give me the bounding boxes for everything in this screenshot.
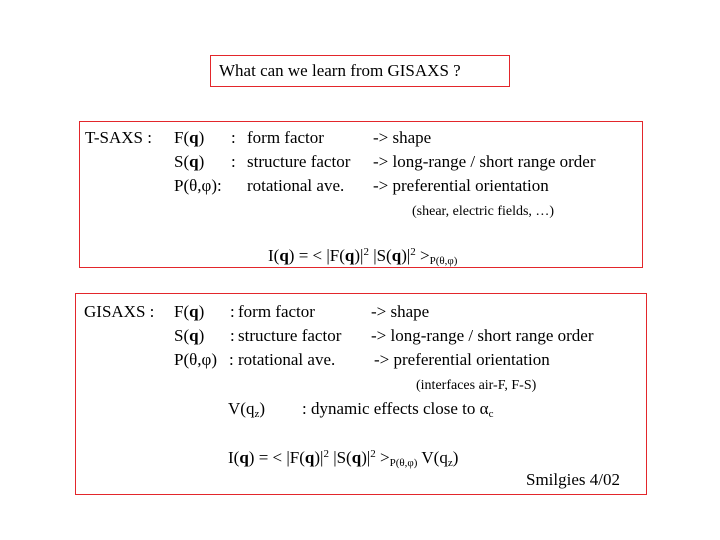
slide-title: What can we learn from GISAXS ? xyxy=(219,61,461,80)
signature: Smilgies 4/02 xyxy=(526,470,620,489)
gisaxs-symbol-f: F(q) xyxy=(174,302,205,321)
tsaxs-symbol-p: P(θ,φ): xyxy=(174,176,222,195)
tsaxs-intensity-formula: I(q) = < $|F(q)|^2$ $|S(q)|^2 >_{P(\theta,\varphi)}$ xyxy=(268,246,458,267)
tsaxs-arrow-s: -> long-range / short range order xyxy=(373,152,596,171)
gisaxs-vqz-desc: : dynamic effects close to $\alpha_c$ xyxy=(302,399,494,420)
tsaxs-colon-f: : xyxy=(231,128,236,147)
tsaxs-note: (shear, electric fields, …) xyxy=(412,204,555,219)
gisaxs-name-f: form factor xyxy=(238,302,315,321)
tsaxs-symbol-s: S(q) xyxy=(174,152,205,171)
gisaxs-arrow-f: -> shape xyxy=(371,302,430,321)
gisaxs-arrow-s: -> long-range / short range order xyxy=(371,326,594,345)
gisaxs-colon-f: : xyxy=(230,302,235,321)
tsaxs-name-p: rotational ave. xyxy=(247,176,345,195)
tsaxs-arrow-f: -> shape xyxy=(373,128,432,147)
tsaxs-box xyxy=(79,121,643,268)
tsaxs-colon-s: : xyxy=(231,152,236,171)
tsaxs-symbol-f: F(q) xyxy=(174,128,205,147)
gisaxs-symbol-s: S(q) xyxy=(174,326,205,345)
gisaxs-name-s: structure factor xyxy=(238,326,342,345)
title-box xyxy=(210,55,510,87)
gisaxs-arrow-p: -> preferential orientation xyxy=(374,350,550,369)
tsaxs-label: T-SAXS : xyxy=(85,128,152,147)
tsaxs-name-f: form factor xyxy=(247,128,324,147)
tsaxs-name-s: structure factor xyxy=(247,152,351,171)
gisaxs-colon-s: : xyxy=(230,326,235,345)
gisaxs-label: GISAXS : xyxy=(84,302,155,321)
gisaxs-intensity-formula: I(q) = < $|F(q)|^2$ $|S(q)|^2 >_{P(\theta,\varphi)}$ $V(q_z)$ xyxy=(228,448,459,469)
gisaxs-name-p: rotational ave. xyxy=(238,350,336,369)
gisaxs-note: (interfaces air-F, F-S) xyxy=(416,378,537,393)
gisaxs-symbol-p: P(θ,φ) xyxy=(174,350,217,369)
tsaxs-arrow-p: -> preferential orientation xyxy=(373,176,549,195)
gisaxs-box xyxy=(75,293,647,495)
gisaxs-vqz-symbol: $V(q_z)$ xyxy=(228,399,266,420)
gisaxs-colon-p: : xyxy=(229,350,234,369)
